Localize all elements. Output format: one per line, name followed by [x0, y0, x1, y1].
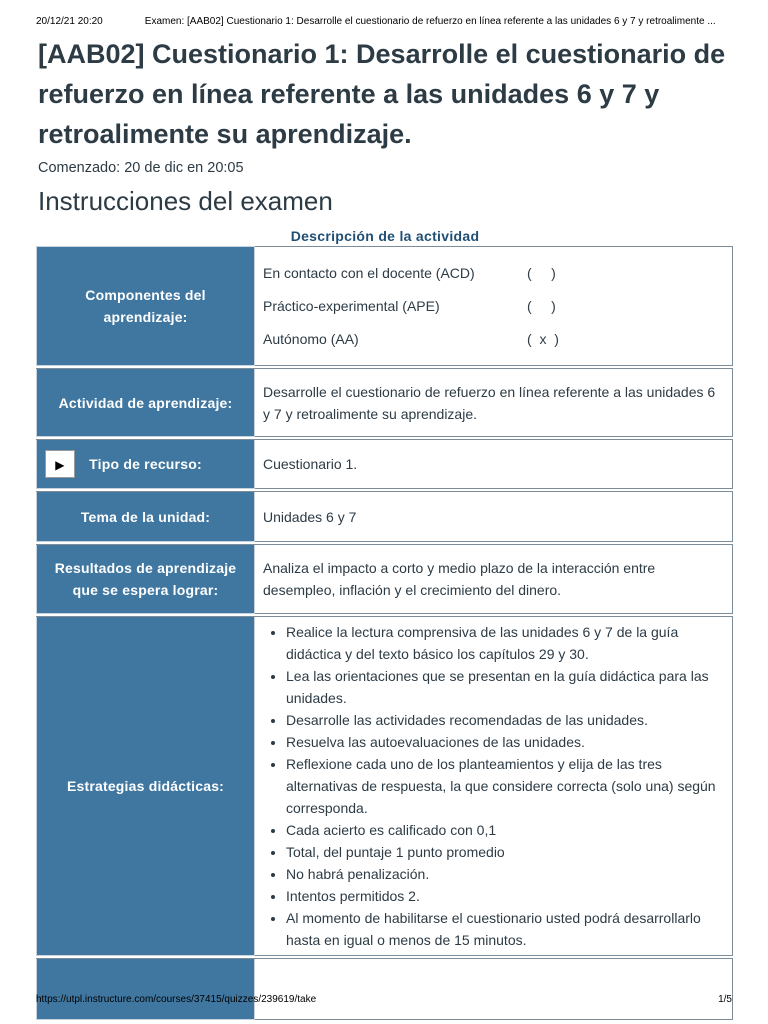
component-item [263, 290, 724, 323]
component-mark: ( x ) [527, 330, 559, 347]
list-item: • Cada acierto es calificado con 0,1 [286, 819, 724, 841]
list-item: • Intentos permitidos 2. [286, 885, 724, 907]
unit-topic-label: Tema de la unidad: [37, 492, 255, 542]
play-icon[interactable]: ▶ [45, 450, 75, 478]
list-item: • No habrá penalización. [286, 863, 724, 885]
component-mark: ( ) [527, 297, 556, 314]
print-datetime: 20/12/21 20:20 [36, 16, 103, 27]
print-footer [36, 994, 732, 1005]
quiz-started-time: Comenzado: 20 de dic en 20:05 [38, 160, 244, 176]
table-row [37, 959, 733, 1020]
instructions-heading: Instrucciones del examen [38, 186, 333, 216]
strategies-value [255, 617, 733, 956]
activity-label: Actividad de aprendizaje: [37, 369, 255, 437]
next-row-value [255, 959, 733, 1020]
table-row [37, 247, 733, 366]
table-row [37, 617, 733, 956]
activity-description-table [36, 246, 733, 1020]
table-row [37, 545, 733, 614]
table-row [37, 369, 733, 437]
component-name: En contacto con el docente (ACD) [263, 264, 475, 281]
component-name: Práctico-experimental (APE) [263, 297, 440, 314]
resource-label-cell [37, 440, 255, 489]
table-caption: Descripción de la actividad [290, 228, 480, 244]
outcomes-label: Resultados de aprendizaje que se espera lograr: [37, 545, 255, 614]
print-header [36, 16, 732, 27]
print-page-number: 1/5 [718, 994, 732, 1005]
list-item: • Al momento de habilitarse el cuestionario usted podrá desarrollarlo hasta en igual o menos de 15 minutos. [286, 907, 724, 951]
resource-value: Cuestionario 1. [255, 440, 733, 489]
table-row [37, 440, 733, 489]
list-item: • Realice la lectura comprensiva de las unidades 6 y 7 de la guía didáctica y del texto básico los capítulos 29 y 30. [286, 621, 724, 665]
unit-topic-value: Unidades 6 y 7 [255, 492, 733, 542]
resource-label: Tipo de recurso: [89, 456, 202, 472]
activity-value: Desarrolle el cuestionario de refuerzo en línea referente a las unidades 6 y 7 y retroalimente su aprendizaje. [255, 369, 733, 437]
next-row-label [37, 959, 255, 1020]
table-row [37, 492, 733, 542]
component-item [263, 323, 724, 356]
print-page-title: Examen: [AAB02] Cuestionario 1: Desarrolle el cuestionario de refuerzo en línea referente a las unidades 6 y 7 y retroalimente ... [144, 16, 716, 27]
component-name: Autónomo (AA) [263, 330, 359, 347]
components-label: Componentes del aprendizaje: [37, 247, 255, 366]
list-item: • Total, del puntaje 1 punto promedio [286, 841, 724, 863]
list-item: • Lea las orientaciones que se presentan en la guía didáctica para las unidades. [286, 665, 724, 709]
outcomes-value: Analiza el impacto a corto y medio plazo de la interacción entre desempleo, inflación y el crecimiento del dinero. [255, 545, 733, 614]
component-mark: ( ) [527, 264, 556, 281]
component-item [263, 257, 724, 290]
components-value [255, 247, 733, 366]
strategies-list [263, 621, 724, 951]
quiz-title: [AAB02] Cuestionario 1: Desarrolle el cuestionario de refuerzo en línea referente a las unidades 6 y 7 y retroalimente su aprendizaje. [38, 39, 726, 149]
strategies-label: Estrategias didácticas: [37, 617, 255, 956]
list-item: • Desarrolle las actividades recomendadas de las unidades. [286, 709, 724, 731]
list-item: • Reflexione cada uno de los planteamientos y elija de las tres alternativas de respuesta, la que considere correcta (solo una) según corresponda. [286, 753, 724, 819]
list-item: • Resuelva las autoevaluaciones de las unidades. [286, 731, 724, 753]
print-url: https://utpl.instructure.com/courses/37415/quizzes/239619/take [36, 994, 317, 1005]
